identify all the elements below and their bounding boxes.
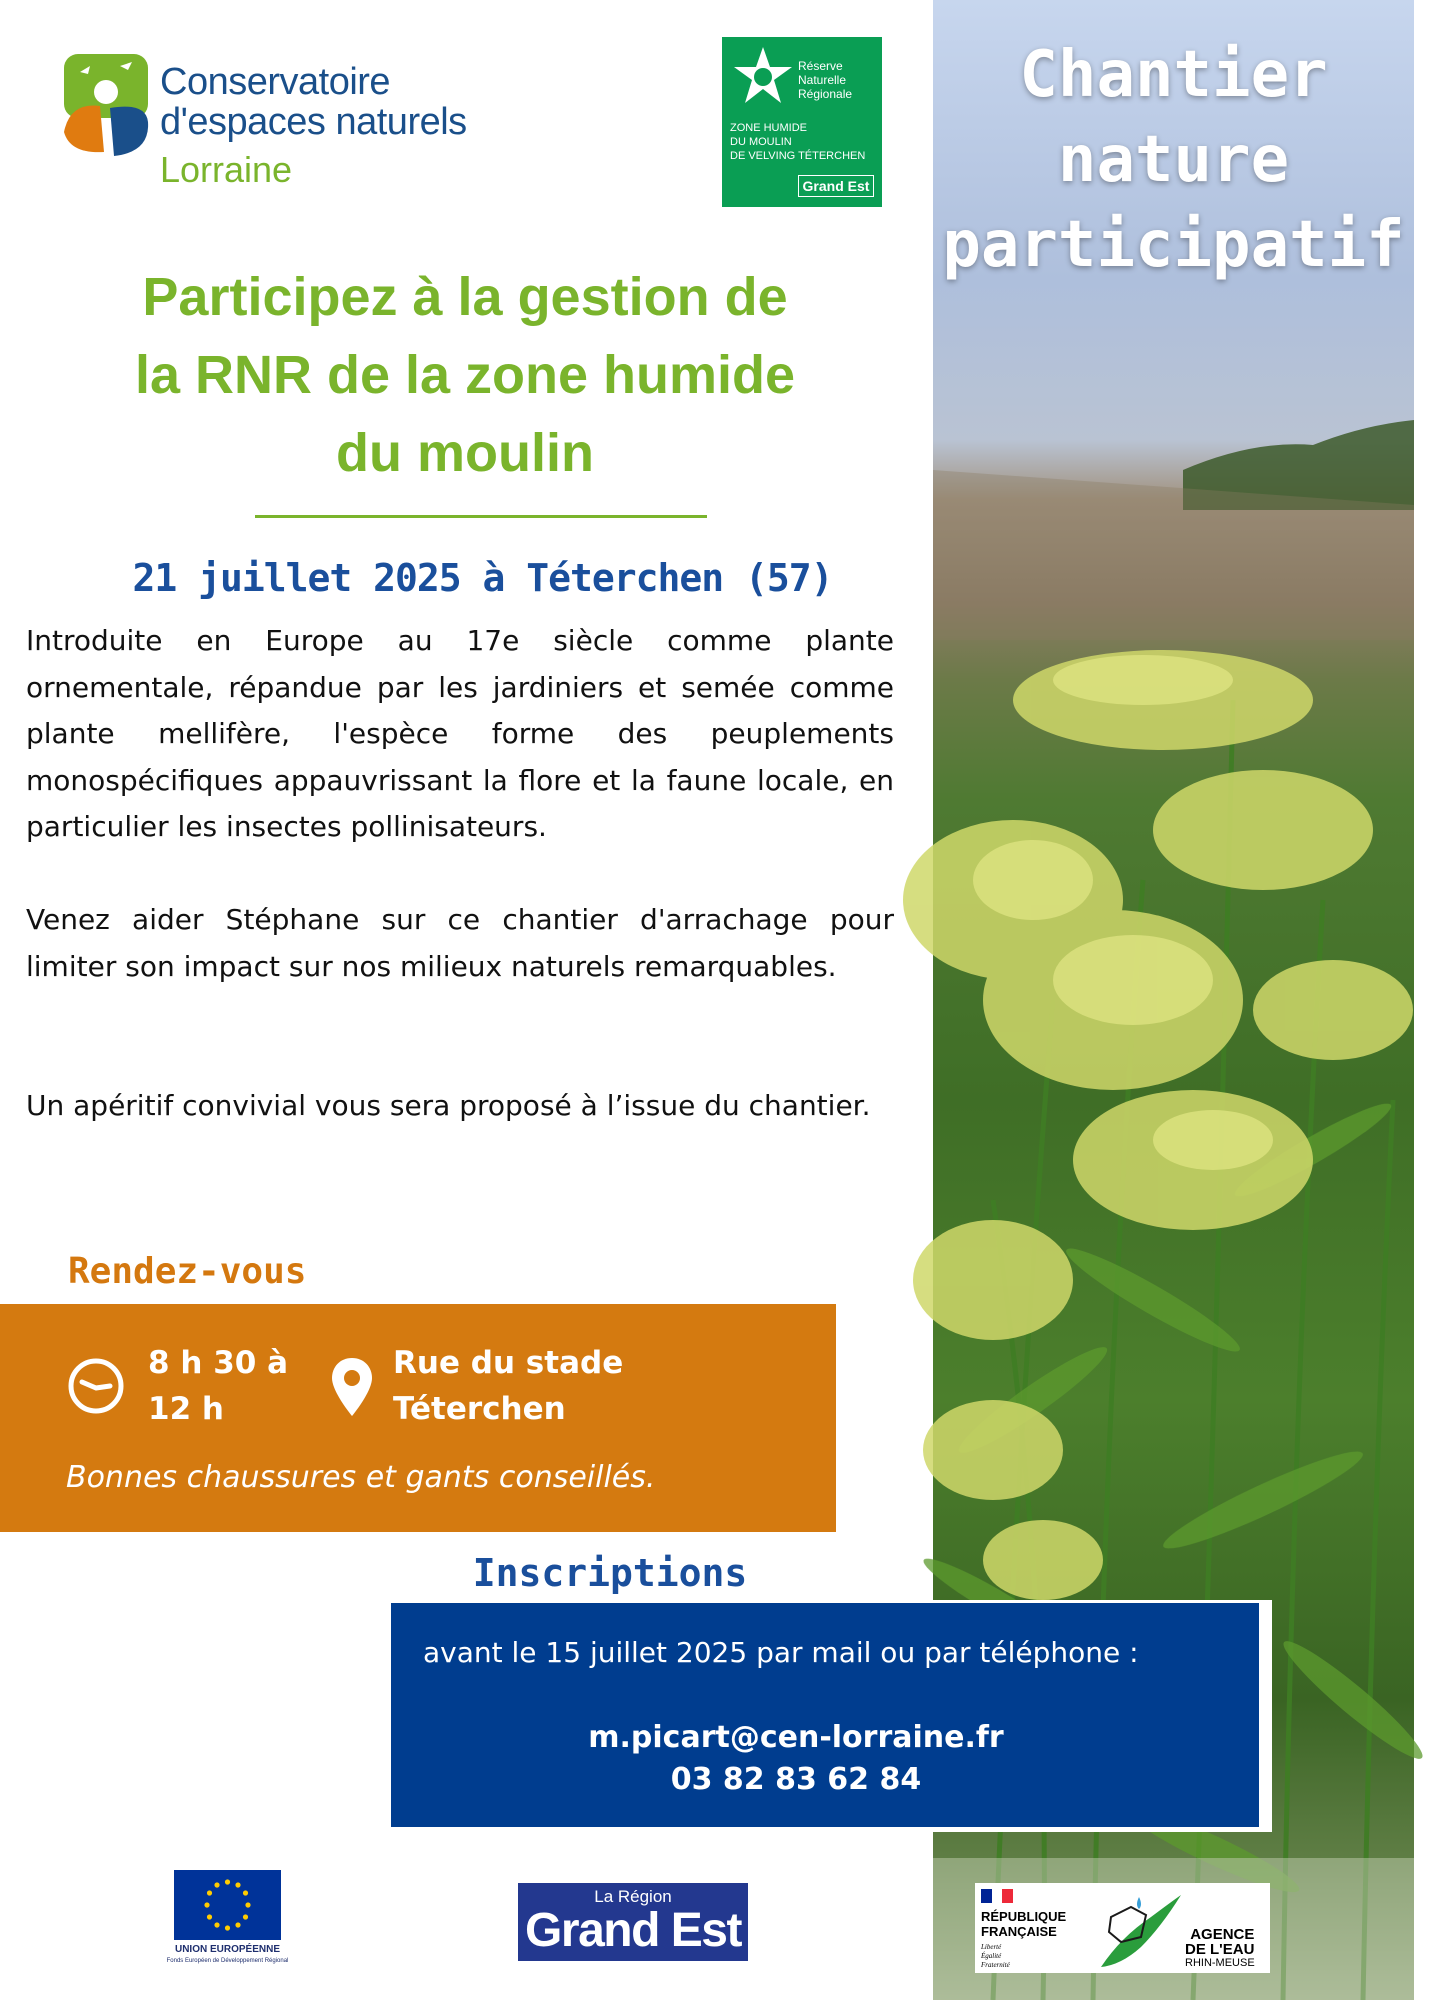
grand-est-line-1: La Région — [594, 1887, 672, 1906]
rnr-logo-line-3: Régionale — [798, 87, 853, 101]
eu-stars-icon — [174, 1870, 281, 1940]
photo-title-line-2: nature — [1057, 123, 1290, 197]
rnr-logo-line-2: Naturelle — [798, 73, 847, 87]
eu-logo-line-1: UNION EUROPÉENNE — [174, 1944, 280, 1955]
body-paragraph-2: Venez aider Stéphane sur ce chantier d'arrachage pour limiter son impact sur nos milieux naturels remarquables. — [26, 903, 894, 983]
rendezvous-place-line-1: Rue du stade — [393, 1345, 624, 1381]
rnr-site-line-3: DE VELVING TÉTERCHEN — [730, 150, 866, 162]
cen-logo-line-1: Conservatoire — [160, 61, 391, 103]
main-title-line-2: la RNR de la zone humide — [134, 345, 796, 405]
rendezvous-place — [393, 1340, 623, 1432]
cen-logo-line-2: d'espaces naturels — [160, 101, 467, 143]
rnr-logo — [722, 37, 882, 207]
title-divider — [255, 515, 707, 518]
rnr-site-line-1: ZONE HUMIDE — [730, 122, 807, 134]
motto-fraternite: Fraternité — [981, 1961, 1010, 1969]
grand-est-line-2: Grand Est — [525, 1904, 741, 1957]
eu-flag-icon — [174, 1870, 281, 1940]
photo-title-line-3: participatif — [942, 208, 1405, 282]
photo-credit: Photo : CEN Lorraine — [1420, 1540, 1455, 1850]
cen-logo-line-3: Lorraine — [160, 149, 293, 190]
eu-logo — [160, 1870, 295, 1970]
cen-emblem-icon — [60, 52, 152, 158]
photo-title-line-1: Chantier — [1019, 38, 1328, 112]
inscriptions-box — [388, 1600, 1272, 1832]
republique-francaise-label — [981, 1909, 1066, 1939]
body-paragraph-3: Un apéritif convivial vous sera proposé à l’issue du chantier. — [26, 1089, 871, 1122]
partner-logos-block — [975, 1883, 1270, 1973]
agence-line-3: RHIN-MEUSE — [1185, 1957, 1255, 1969]
rnr-site-line-2: DU MOULIN — [730, 136, 792, 148]
agence-line-1: AGENCE — [1190, 1926, 1255, 1943]
rnr-logo-label — [798, 59, 852, 101]
french-flag-icon — [981, 1889, 1013, 1903]
rendezvous-time-line-2: 12 h — [148, 1391, 225, 1427]
agence-eau-map-icon — [1091, 1887, 1185, 1971]
main-title-line-1: Participez à la gestion de — [142, 267, 788, 327]
map-pin-icon — [330, 1356, 374, 1418]
eu-logo-line-2: Fonds Européen de Développement Régional — [166, 1958, 289, 1964]
motto-egalite: Égalité — [981, 1952, 1002, 1960]
rendezvous-place-line-2: Téterchen — [393, 1391, 566, 1427]
motto-liberte: Liberté — [981, 1943, 1002, 1951]
rendezvous-box — [0, 1304, 836, 1532]
rnr-star-icon — [730, 45, 796, 111]
rnr-grand-est-badge: Grand Est — [798, 175, 874, 197]
agence-eau-label — [1185, 1927, 1254, 1957]
rendezvous-note: Bonnes chaussures et gants conseillés. — [66, 1460, 656, 1495]
republique-line-2: FRANÇAISE — [981, 1924, 1057, 1939]
rendezvous-time-line-1: 8 h 30 à — [148, 1345, 289, 1381]
inscriptions-title: Inscriptions — [472, 1551, 748, 1595]
republique-line-1: RÉPUBLIQUE — [981, 1909, 1067, 1924]
republique-motto — [981, 1943, 1010, 1970]
rnr-logo-site — [730, 121, 865, 163]
body-paragraph-1: Introduite en Europe au 17e siècle comme plante ornementale, répandue par les jardiniers et semée comme plante mellifère, l'espèce forme des peuplements monospécifiques appauvrissant la flore et la faune locale, en particulier les insectes pollinisateurs. — [26, 624, 894, 843]
clock-icon — [66, 1356, 126, 1416]
main-title-line-3: du moulin — [336, 423, 594, 483]
cen-lorraine-logo — [60, 50, 500, 200]
main-title — [60, 258, 870, 492]
rnr-logo-line-1: Réserve — [798, 59, 843, 73]
rendezvous-time — [148, 1340, 288, 1432]
rendezvous-title: Rendez-vous — [68, 1251, 307, 1292]
inscriptions-phone[interactable]: 03 82 83 62 84 — [670, 1762, 922, 1797]
grand-est-logo — [518, 1883, 748, 1961]
inscriptions-email[interactable]: m.picart@cen-lorraine.fr — [588, 1720, 1004, 1755]
agence-line-2: DE L'EAU — [1185, 1941, 1255, 1958]
inscriptions-panel — [391, 1603, 1259, 1827]
inscriptions-text: avant le 15 juillet 2025 par mail ou par téléphone : — [423, 1636, 1139, 1669]
event-date: 21 juillet 2025 à Téterchen (57) — [132, 556, 833, 600]
